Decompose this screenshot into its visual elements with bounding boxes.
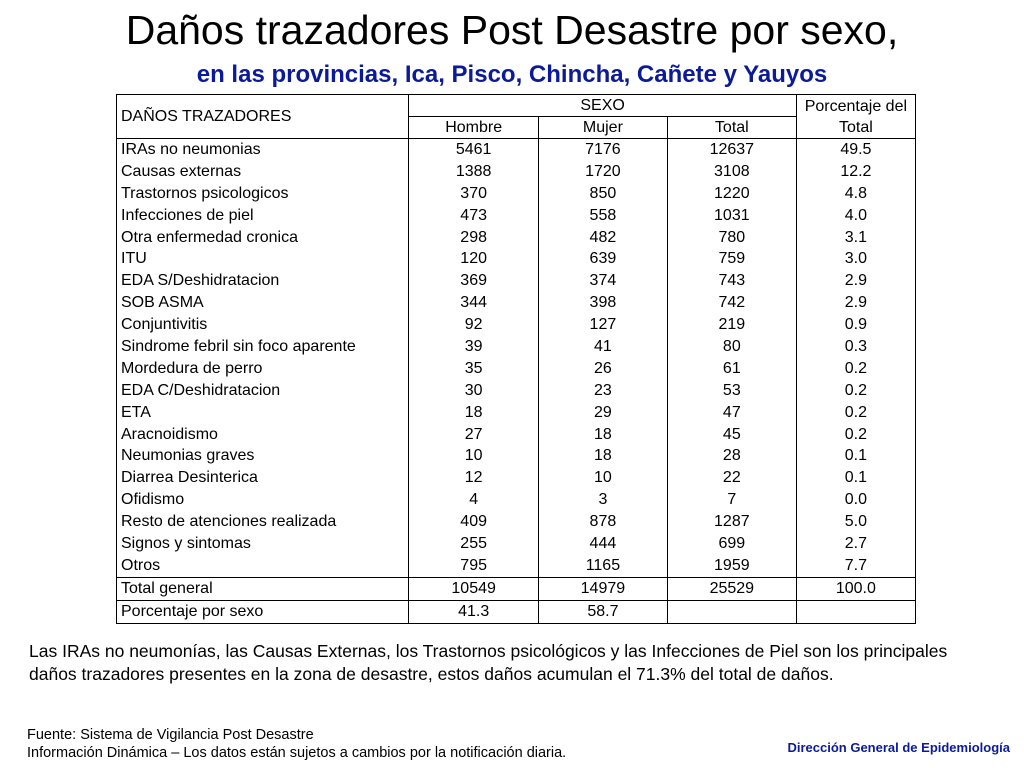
table-row	[117, 248, 916, 270]
cell-percentage: 0.0	[796, 489, 915, 511]
row-label: Diarrea Desinterica	[117, 467, 409, 489]
cell-total: 759	[667, 248, 796, 270]
cell-hombre: 27	[409, 424, 539, 446]
cell-total: 53	[667, 380, 796, 402]
cell-percentage: 3.0	[796, 248, 915, 270]
cell-hombre: 5461	[409, 139, 539, 161]
cell-mujer: 41	[538, 336, 667, 358]
cell-mujer: 26	[538, 358, 667, 380]
summary-note: Las IRAs no neumonías, las Causas Externas, los Trastornos psicológicos y las Infecciones de Piel son los principales daños trazadores presentes en la zona de desastre, estos daños acumulan el 71.3% del total de daños.	[29, 641, 948, 684]
cell-hombre: 35	[409, 358, 539, 380]
cell-mujer: 444	[538, 533, 667, 555]
cell-mujer: 878	[538, 511, 667, 533]
row-label: Otros	[117, 555, 409, 577]
table-row	[117, 292, 916, 314]
table-row	[117, 227, 916, 249]
row-label: Porcentaje por sexo	[117, 600, 409, 623]
cell-hombre: 120	[409, 248, 539, 270]
cell-hombre: 369	[409, 270, 539, 292]
cell-percentage: 0.9	[796, 314, 915, 336]
source-line: Fuente: Sistema de Vigilancia Post Desastre	[27, 727, 314, 743]
cell-percentage: 0.2	[796, 424, 915, 446]
data-table	[116, 94, 916, 624]
cell-total: 61	[667, 358, 796, 380]
row-label: Otra enfermedad cronica	[117, 227, 409, 249]
cell-hombre: 473	[409, 205, 539, 227]
sex-percentage-row	[117, 600, 916, 623]
cell-percentage: 4.0	[796, 205, 915, 227]
table-row	[117, 424, 916, 446]
cell-empty	[667, 600, 796, 623]
cell-total: 780	[667, 227, 796, 249]
row-label: SOB ASMA	[117, 292, 409, 314]
source-block	[27, 726, 566, 762]
cell-hombre: 255	[409, 533, 539, 555]
cell-hombre: 10	[409, 445, 539, 467]
cell-percentage: 0.1	[796, 467, 915, 489]
cell-mujer: 558	[538, 205, 667, 227]
row-label: IRAs no neumonias	[117, 139, 409, 161]
table-row	[117, 467, 916, 489]
table-row	[117, 161, 916, 183]
row-label: Ofidismo	[117, 489, 409, 511]
table-row	[117, 205, 916, 227]
cell-hombre: 10549	[409, 577, 539, 600]
page-title: Daños trazadores Post Desastre por sexo,	[125, 7, 899, 53]
cell-percentage: 7.7	[796, 555, 915, 577]
cell-percentage: 12.2	[796, 161, 915, 183]
cell-total: 219	[667, 314, 796, 336]
cell-percentage: 0.1	[796, 445, 915, 467]
cell-hombre: 92	[409, 314, 539, 336]
cell-total: 12637	[667, 139, 796, 161]
cell-hombre: 4	[409, 489, 539, 511]
cell-total: 25529	[667, 577, 796, 600]
cell-mujer: 10	[538, 467, 667, 489]
cell-percentage: 4.8	[796, 183, 915, 205]
cell-mujer: 850	[538, 183, 667, 205]
cell-mujer: 18	[538, 424, 667, 446]
table-row	[117, 183, 916, 205]
cell-percentage: 0.3	[796, 336, 915, 358]
disclaimer-line: Información Dinámica – Los datos están sujetos a cambios por la notificación diaria.	[27, 745, 567, 761]
row-label: Sindrome febril sin foco aparente	[117, 336, 409, 358]
header-label: DAÑOS TRAZADORES	[117, 95, 409, 139]
header-percentage: Porcentaje del Total	[796, 95, 915, 139]
table-row	[117, 511, 916, 533]
cell-total: 28	[667, 445, 796, 467]
table-row	[117, 336, 916, 358]
table-row	[117, 533, 916, 555]
cell-percentage: 0.2	[796, 402, 915, 424]
cell-percentage: 0.2	[796, 380, 915, 402]
row-label: EDA S/Deshidratacion	[117, 270, 409, 292]
cell-mujer: 58.7	[538, 600, 667, 623]
header-total: Total	[667, 117, 796, 139]
total-row	[117, 577, 916, 600]
row-label: Mordedura de perro	[117, 358, 409, 380]
cell-hombre: 18	[409, 402, 539, 424]
table-row	[117, 358, 916, 380]
cell-total: 1287	[667, 511, 796, 533]
cell-percentage: 2.9	[796, 292, 915, 314]
header-sexo: SEXO	[409, 95, 796, 117]
table-row	[117, 270, 916, 292]
cell-mujer: 374	[538, 270, 667, 292]
cell-total: 47	[667, 402, 796, 424]
cell-mujer: 18	[538, 445, 667, 467]
cell-percentage: 2.9	[796, 270, 915, 292]
cell-percentage: 5.0	[796, 511, 915, 533]
row-label: EDA C/Deshidratacion	[117, 380, 409, 402]
page-subtitle: en las provincias, Ica, Pisco, Chincha, Cañete y Yauyos	[196, 61, 828, 88]
cell-total: 1959	[667, 555, 796, 577]
cell-hombre: 30	[409, 380, 539, 402]
row-label: Trastornos psicologicos	[117, 183, 409, 205]
row-label: ETA	[117, 402, 409, 424]
cell-percentage: 49.5	[796, 139, 915, 161]
cell-mujer: 639	[538, 248, 667, 270]
cell-total: 1031	[667, 205, 796, 227]
table-row	[117, 402, 916, 424]
cell-mujer: 14979	[538, 577, 667, 600]
row-label: Total general	[117, 577, 409, 600]
cell-percentage: 2.7	[796, 533, 915, 555]
row-label: Aracnoidismo	[117, 424, 409, 446]
row-label: Causas externas	[117, 161, 409, 183]
cell-total: 22	[667, 467, 796, 489]
row-label: Resto de atenciones realizada	[117, 511, 409, 533]
header-hombre: Hombre	[409, 117, 539, 139]
table-row	[117, 445, 916, 467]
cell-total: 80	[667, 336, 796, 358]
cell-total: 7	[667, 489, 796, 511]
cell-mujer: 398	[538, 292, 667, 314]
cell-empty	[796, 600, 915, 623]
cell-total: 3108	[667, 161, 796, 183]
cell-mujer: 1720	[538, 161, 667, 183]
row-label: Infecciones de piel	[117, 205, 409, 227]
cell-hombre: 41.3	[409, 600, 539, 623]
cell-hombre: 795	[409, 555, 539, 577]
cell-total: 45	[667, 424, 796, 446]
header-mujer: Mujer	[538, 117, 667, 139]
cell-percentage: 3.1	[796, 227, 915, 249]
row-label: ITU	[117, 248, 409, 270]
cell-mujer: 29	[538, 402, 667, 424]
table-row	[117, 139, 916, 161]
cell-hombre: 12	[409, 467, 539, 489]
cell-hombre: 39	[409, 336, 539, 358]
cell-mujer: 3	[538, 489, 667, 511]
row-label: Neumonias graves	[117, 445, 409, 467]
table-row	[117, 314, 916, 336]
table-row	[117, 555, 916, 577]
cell-hombre: 370	[409, 183, 539, 205]
cell-mujer: 7176	[538, 139, 667, 161]
row-label: Conjuntivitis	[117, 314, 409, 336]
cell-percentage: 100.0	[796, 577, 915, 600]
cell-total: 743	[667, 270, 796, 292]
cell-hombre: 1388	[409, 161, 539, 183]
table-row	[117, 489, 916, 511]
cell-total: 699	[667, 533, 796, 555]
cell-mujer: 127	[538, 314, 667, 336]
cell-hombre: 298	[409, 227, 539, 249]
cell-hombre: 344	[409, 292, 539, 314]
row-label: Signos y sintomas	[117, 533, 409, 555]
cell-percentage: 0.2	[796, 358, 915, 380]
table-row	[117, 380, 916, 402]
cell-total: 1220	[667, 183, 796, 205]
cell-mujer: 1165	[538, 555, 667, 577]
cell-total: 742	[667, 292, 796, 314]
cell-mujer: 23	[538, 380, 667, 402]
cell-mujer: 482	[538, 227, 667, 249]
organization-label: Dirección General de Epidemiología	[787, 740, 1010, 755]
cell-hombre: 409	[409, 511, 539, 533]
